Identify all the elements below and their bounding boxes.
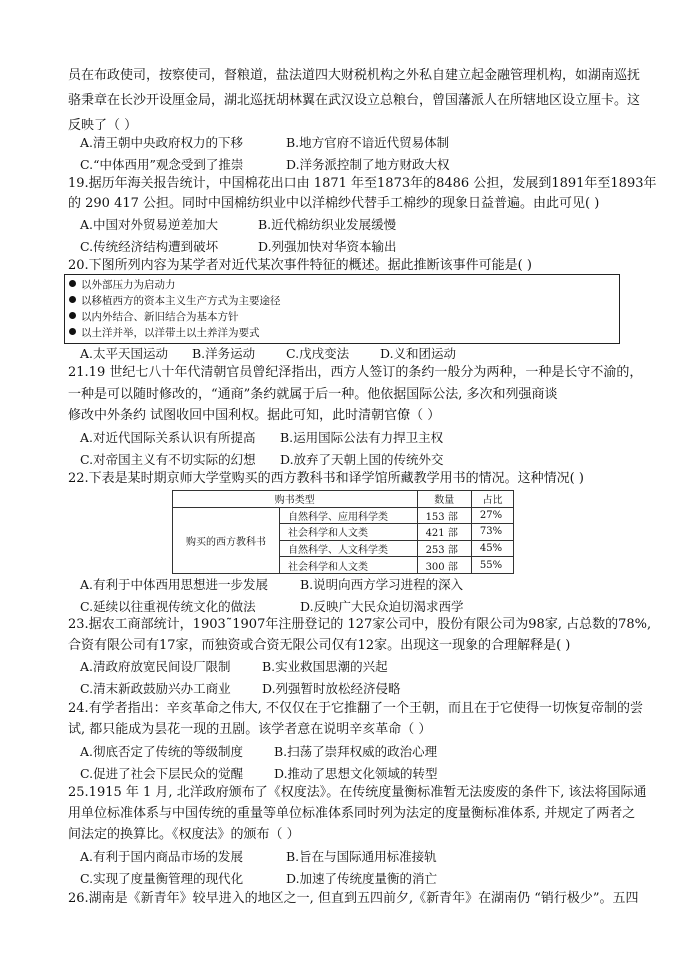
table-header-type: 购书类型 bbox=[173, 491, 418, 508]
table-cell-type: 自然科学、应用科学类 bbox=[280, 507, 418, 524]
q25-option-a[interactable]: A.有利于国内商品市场的发展 bbox=[80, 849, 244, 864]
bullet-icon bbox=[69, 328, 76, 335]
q18-option-c[interactable]: C.“中体西用”观念受到了推崇 bbox=[80, 157, 244, 172]
table-cell-pct: 27% bbox=[471, 507, 513, 524]
q23-option-a[interactable]: A.清政府放宽民间设厂限制 bbox=[80, 659, 231, 674]
q23-option-b[interactable]: B.实业救国思潮的兴起 bbox=[262, 659, 388, 674]
q18-stem-line-2: 骆秉章在长沙开设厘金局，湖北巡抚胡林翼在武汉设立总粮台，曾国藩派人在所辖地区设立厘卡。这 bbox=[68, 93, 641, 108]
q19-option-b[interactable]: B.近代棉纺织业发展缓慢 bbox=[258, 217, 397, 232]
q19-option-d[interactable]: D.列强加快对华资本输出 bbox=[258, 239, 397, 254]
q20-box-item: 以土洋并举，以洋带土以土养洋为要式 bbox=[69, 326, 260, 340]
q19-option-c[interactable]: C.传统经济结构遭到破坏 bbox=[80, 239, 219, 254]
table-cell-pct: 55% bbox=[471, 557, 513, 574]
q21-option-b[interactable]: B.运用国际公法有力捍卫主权 bbox=[280, 430, 444, 445]
q24-stem-line-2: 试, 都只能成为昙花一现的丑剧。该学者意在说明辛亥革命（ ） bbox=[68, 722, 432, 737]
q20-option-b[interactable]: B.洋务运动 bbox=[192, 346, 256, 361]
q20-option-c[interactable]: C.戊戌变法 bbox=[286, 346, 350, 361]
q23-option-d[interactable]: D.列强暂时放松经济侵略 bbox=[262, 681, 401, 696]
table-cell-pct: 73% bbox=[471, 524, 513, 541]
q18-option-b[interactable]: B.地方官府不谙近代贸易体制 bbox=[286, 135, 450, 150]
bullet-icon bbox=[69, 280, 76, 287]
q20-option-a[interactable]: A.太平天国运动 bbox=[80, 346, 169, 361]
table-cell-count: 253 部 bbox=[417, 540, 471, 557]
table-cell-type: 社会科学和人文类 bbox=[280, 557, 418, 574]
q24-option-d[interactable]: D.推动了思想文化领域的转型 bbox=[274, 766, 438, 781]
q24-stem-line-1: 24.有学者指出：辛亥革命之伟大, 不仅仅在于它推翻了一个王朝，而且在于它使得一切恢复帝制的尝 bbox=[68, 701, 643, 716]
bullet-icon bbox=[69, 312, 76, 319]
q25-stem-line-1: 25.1915 年 1 月, 北洋政府颁布了《权度法》。在传统度量衡标准暂无法废废的条件下, 该法将国际通 bbox=[68, 785, 647, 800]
q22-stem: 22.下表是某时期京师大学堂购买的西方教科书和译学馆所藏教学用书的情况。这种情况( ) bbox=[68, 471, 584, 486]
table-cell-type: 社会科学和人文类 bbox=[280, 524, 418, 541]
table-cell-pct: 45% bbox=[471, 540, 513, 557]
q26-stem: 26.湖南是《新青年》较早进入的地区之一, 但直到五四前夕,《新青年》在湖南仍 “销行极少”。五四 bbox=[68, 891, 639, 906]
q20-stem: 20.下图所列内容为某学者对近代某次事件特征的概述。据此推断该事件可能是( ) bbox=[68, 258, 532, 273]
q25-stem-line-2: 用单位标准体系与中国传统的重量等单位标准体系同时列为法定的度量衡标准体系, 并规定了两者之 bbox=[68, 806, 636, 821]
q22-option-a[interactable]: A.有利于中体西用思想进一步发展 bbox=[80, 577, 269, 592]
q18-stem-line-3: 反映了（ ） bbox=[68, 118, 138, 133]
table-cell-count: 153 部 bbox=[417, 507, 471, 524]
q18-option-d[interactable]: D.洋务派控制了地方财政大权 bbox=[286, 157, 450, 172]
table-row bbox=[173, 507, 514, 524]
q25-stem-line-3: 间法定的换算比。《权度法》的颁布（ ） bbox=[68, 827, 300, 842]
q20-box-item: 以内外结合、新旧结合为基本方针 bbox=[69, 310, 239, 324]
q19-option-a[interactable]: A.中国对外贸易逆差加大 bbox=[80, 217, 219, 232]
table-header-row bbox=[173, 491, 514, 508]
table-cell-count: 421 部 bbox=[417, 524, 471, 541]
q22-option-b[interactable]: B.说明向西方学习进程的深入 bbox=[300, 577, 464, 592]
q21-option-a[interactable]: A.对近代国际关系认识有所提高 bbox=[80, 430, 256, 445]
q25-option-c[interactable]: C.实现了度量衡管理的现代化 bbox=[80, 871, 244, 886]
q23-stem-line-2: 合资有限公司有17家，而独资或合资无限公司仅有12家。出现这一现象的合理解释是( ) bbox=[68, 638, 571, 653]
bullet-icon bbox=[69, 296, 76, 303]
q23-option-c[interactable]: C.清末新政鼓励兴办工商业 bbox=[80, 681, 231, 696]
q24-option-c[interactable]: C.促进了社会下层民众的觉醒 bbox=[80, 766, 244, 781]
q20-feature-box bbox=[64, 274, 620, 344]
q22-textbook-table bbox=[172, 490, 514, 574]
q21-stem-line-2: 一种是可以随时修改的，“通商”条约就属于后一种。他依据国际公法, 多次和列强商谈 bbox=[68, 387, 558, 402]
q24-option-a[interactable]: A.彻底否定了传统的等级制度 bbox=[80, 744, 244, 759]
q22-option-c[interactable]: C.延续以往重视传统文化的做法 bbox=[80, 599, 256, 614]
q22-option-d[interactable]: D.反映广大民众迫切渴求西学 bbox=[300, 599, 464, 614]
q20-option-d[interactable]: D.义和团运动 bbox=[380, 346, 457, 361]
q18-stem-line-1: 员在布政使司，按察使司，督粮道，盐法道四大财税机构之外私自建立起金融管理机构，如湖南巡抚 bbox=[68, 68, 641, 83]
q19-stem-line-1: 19.据历年海关报告统计，中国棉花出口由 1871 年至1873年的8486 公担，发展到1891年至1893年 bbox=[68, 176, 657, 191]
q18-option-a[interactable]: A.清王朝中央政府权力的下移 bbox=[80, 135, 244, 150]
q23-stem-line-1: 23.据农工商部统计，1903˜1907年注册登记的 127家公司中，股份有限公司为98家, 占总数的78%, bbox=[68, 617, 652, 632]
q20-box-item: 以外部压力为启动力 bbox=[69, 278, 176, 292]
q25-option-b[interactable]: B.旨在与国际通用标准接轨 bbox=[286, 849, 437, 864]
q19-stem-line-2: 的 290 417 公担。同时中国棉纺织业中以洋棉纱代替手工棉纱的现象日益普遍。由此可见( ) bbox=[68, 196, 600, 211]
q20-box-item: 以移植西方的资本主义生产方式为主要途径 bbox=[69, 294, 281, 308]
q24-option-b[interactable]: B.扫荡了崇拜权威的政治心理 bbox=[274, 744, 438, 759]
table-cell-type: 自然科学、人文科学类 bbox=[280, 540, 418, 557]
table-header-pct: 占比 bbox=[471, 491, 513, 508]
q21-option-c[interactable]: C.对帝国主义有不切实际的幻想 bbox=[80, 452, 256, 467]
q25-option-d[interactable]: D.加速了传统度量衡的消亡 bbox=[286, 871, 438, 886]
table-cell-count: 300 部 bbox=[417, 557, 471, 574]
table-group-label: 购买的西方教科书 bbox=[173, 507, 280, 573]
q21-stem-line-3: 修改中外条约 试图收回中国利权。据此可知，此时清朝官僚（ ） bbox=[68, 408, 441, 423]
table-header-count: 数量 bbox=[417, 491, 471, 508]
q21-stem-line-1: 21.19 世纪七八十年代清朝官员曾纪泽指出，西方人签订的条约一般分为两种，一种是长守不渝的， bbox=[68, 365, 643, 380]
q21-option-d[interactable]: D.放弃了天朝上国的传统外交 bbox=[280, 452, 444, 467]
